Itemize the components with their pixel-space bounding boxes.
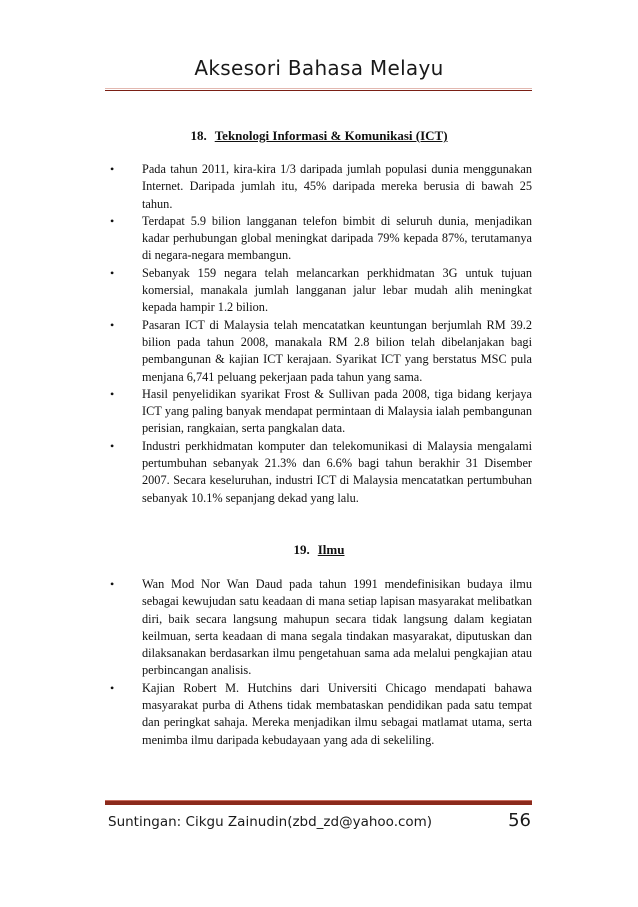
- list-item-text: Pada tahun 2011, kira-kira 1/3 daripada jumlah populasi dunia menggunakan Internet. Daripada jumlah itu, 45% daripada mereka berusia di bawah 25 tahun.: [142, 162, 532, 211]
- footer-divider: [105, 800, 532, 805]
- list-item: [108, 386, 532, 438]
- page-header-title: Aksesori Bahasa Melayu: [194, 56, 444, 80]
- footer-credit: Suntingan: Cikgu Zainudin(zbd_zd@yahoo.com): [108, 814, 433, 830]
- bullet-icon: •: [110, 438, 115, 453]
- bullet-icon: •: [110, 265, 115, 280]
- list-item-text: Pasaran ICT di Malaysia telah mencatatkan keuntungan berjumlah RM 39.2 bilion pada tahun 2008, manakala RM 2.8 bilion telah dibelanjakan bagi pembangunan & kajian ICT kerajaan. Syarikat ICT yang berstatus MSC pula menjana 6,741 peluang pekerjaan pada tahun yang sama.: [142, 317, 532, 384]
- section-18-list: [108, 161, 532, 507]
- list-item-text: Hasil penyelidikan syarikat Frost & Sullivan pada 2008, tiga bidang kerjaya ICT yang paling banyak mendapat permintaan di Malaysia ialah pembangunan perisian, rangkaian, serta pangkalan data.: [142, 386, 532, 436]
- header-divider: [105, 88, 532, 91]
- bullet-icon: •: [110, 680, 115, 695]
- bullet-icon: •: [110, 317, 115, 332]
- list-item: [108, 161, 532, 213]
- list-item-text: Wan Mod Nor Wan Daud pada tahun 1991 mendefinisikan budaya ilmu sebagai kewujudan satu keadaan di mana setiap lapisan masyarakat melibatkan diri, baik secara langsung mahupun secara tidak langsung dalam kegiatan keilmuan, serta keadaan di mana segala tindakan masyarakat, diputuskan dan dilaksanakan berdasarkan ilmu pengetahuan sama ada melalui pengkajian atau perbincangan analisis.: [142, 577, 532, 678]
- section-18-number: 18.: [190, 128, 207, 143]
- list-item-text: Kajian Robert M. Hutchins dari Universiti Chicago mendapati bahawa masyarakat purba di Athens tidak membataskan pendidikan pada satu tempat dan peringkat sahaja. Mereka menjadikan ilmu sebagai matlamat utama, serta menimba ilmu daripada kebudayaan yang ada di sekeliling.: [142, 680, 532, 747]
- section-19-list: [108, 576, 532, 749]
- list-item-text: Industri perkhidmatan komputer dan telekomunikasi di Malaysia mengalami pertumbuhan sebanyak 21.3% dan 6.6% bagi tahun berakhir 31 Disember 2007. Secara keseluruhan, industri ICT di Malaysia mencatatkan pertumbuhan sebanyak 10.1% sepanjang dekad yang lalu.: [142, 438, 532, 505]
- bullet-icon: •: [110, 213, 115, 228]
- list-item: [108, 265, 532, 317]
- section-18-heading: [0, 128, 638, 144]
- list-item: [108, 317, 532, 386]
- bullet-icon: •: [110, 162, 115, 176]
- list-item: [108, 213, 532, 265]
- section-18-title: Teknologi Informasi & Komunikasi (ICT): [214, 128, 448, 143]
- list-item: [108, 438, 532, 507]
- page-number: 56: [508, 810, 531, 831]
- list-item-text: Terdapat 5.9 bilion langganan telefon bimbit di seluruh dunia, menjadikan kadar perhubungan global meningkat daripada 79% kepada 87%, terutamanya di negara-negara membangun.: [142, 213, 532, 263]
- section-19-heading: [0, 542, 638, 558]
- list-item-text: Sebanyak 159 negara telah melancarkan perkhidmatan 3G untuk tujuan komersial, manakala jumlah langganan jalur lebar mudah alih meningkat kepada hampir 1.2 bilion.: [142, 265, 532, 315]
- section-19-title: Ilmu: [317, 542, 345, 557]
- bullet-icon: •: [110, 577, 115, 591]
- section-19-number: 19.: [293, 542, 310, 557]
- bullet-icon: •: [110, 386, 115, 401]
- list-item: [108, 680, 532, 749]
- list-item: [108, 576, 532, 680]
